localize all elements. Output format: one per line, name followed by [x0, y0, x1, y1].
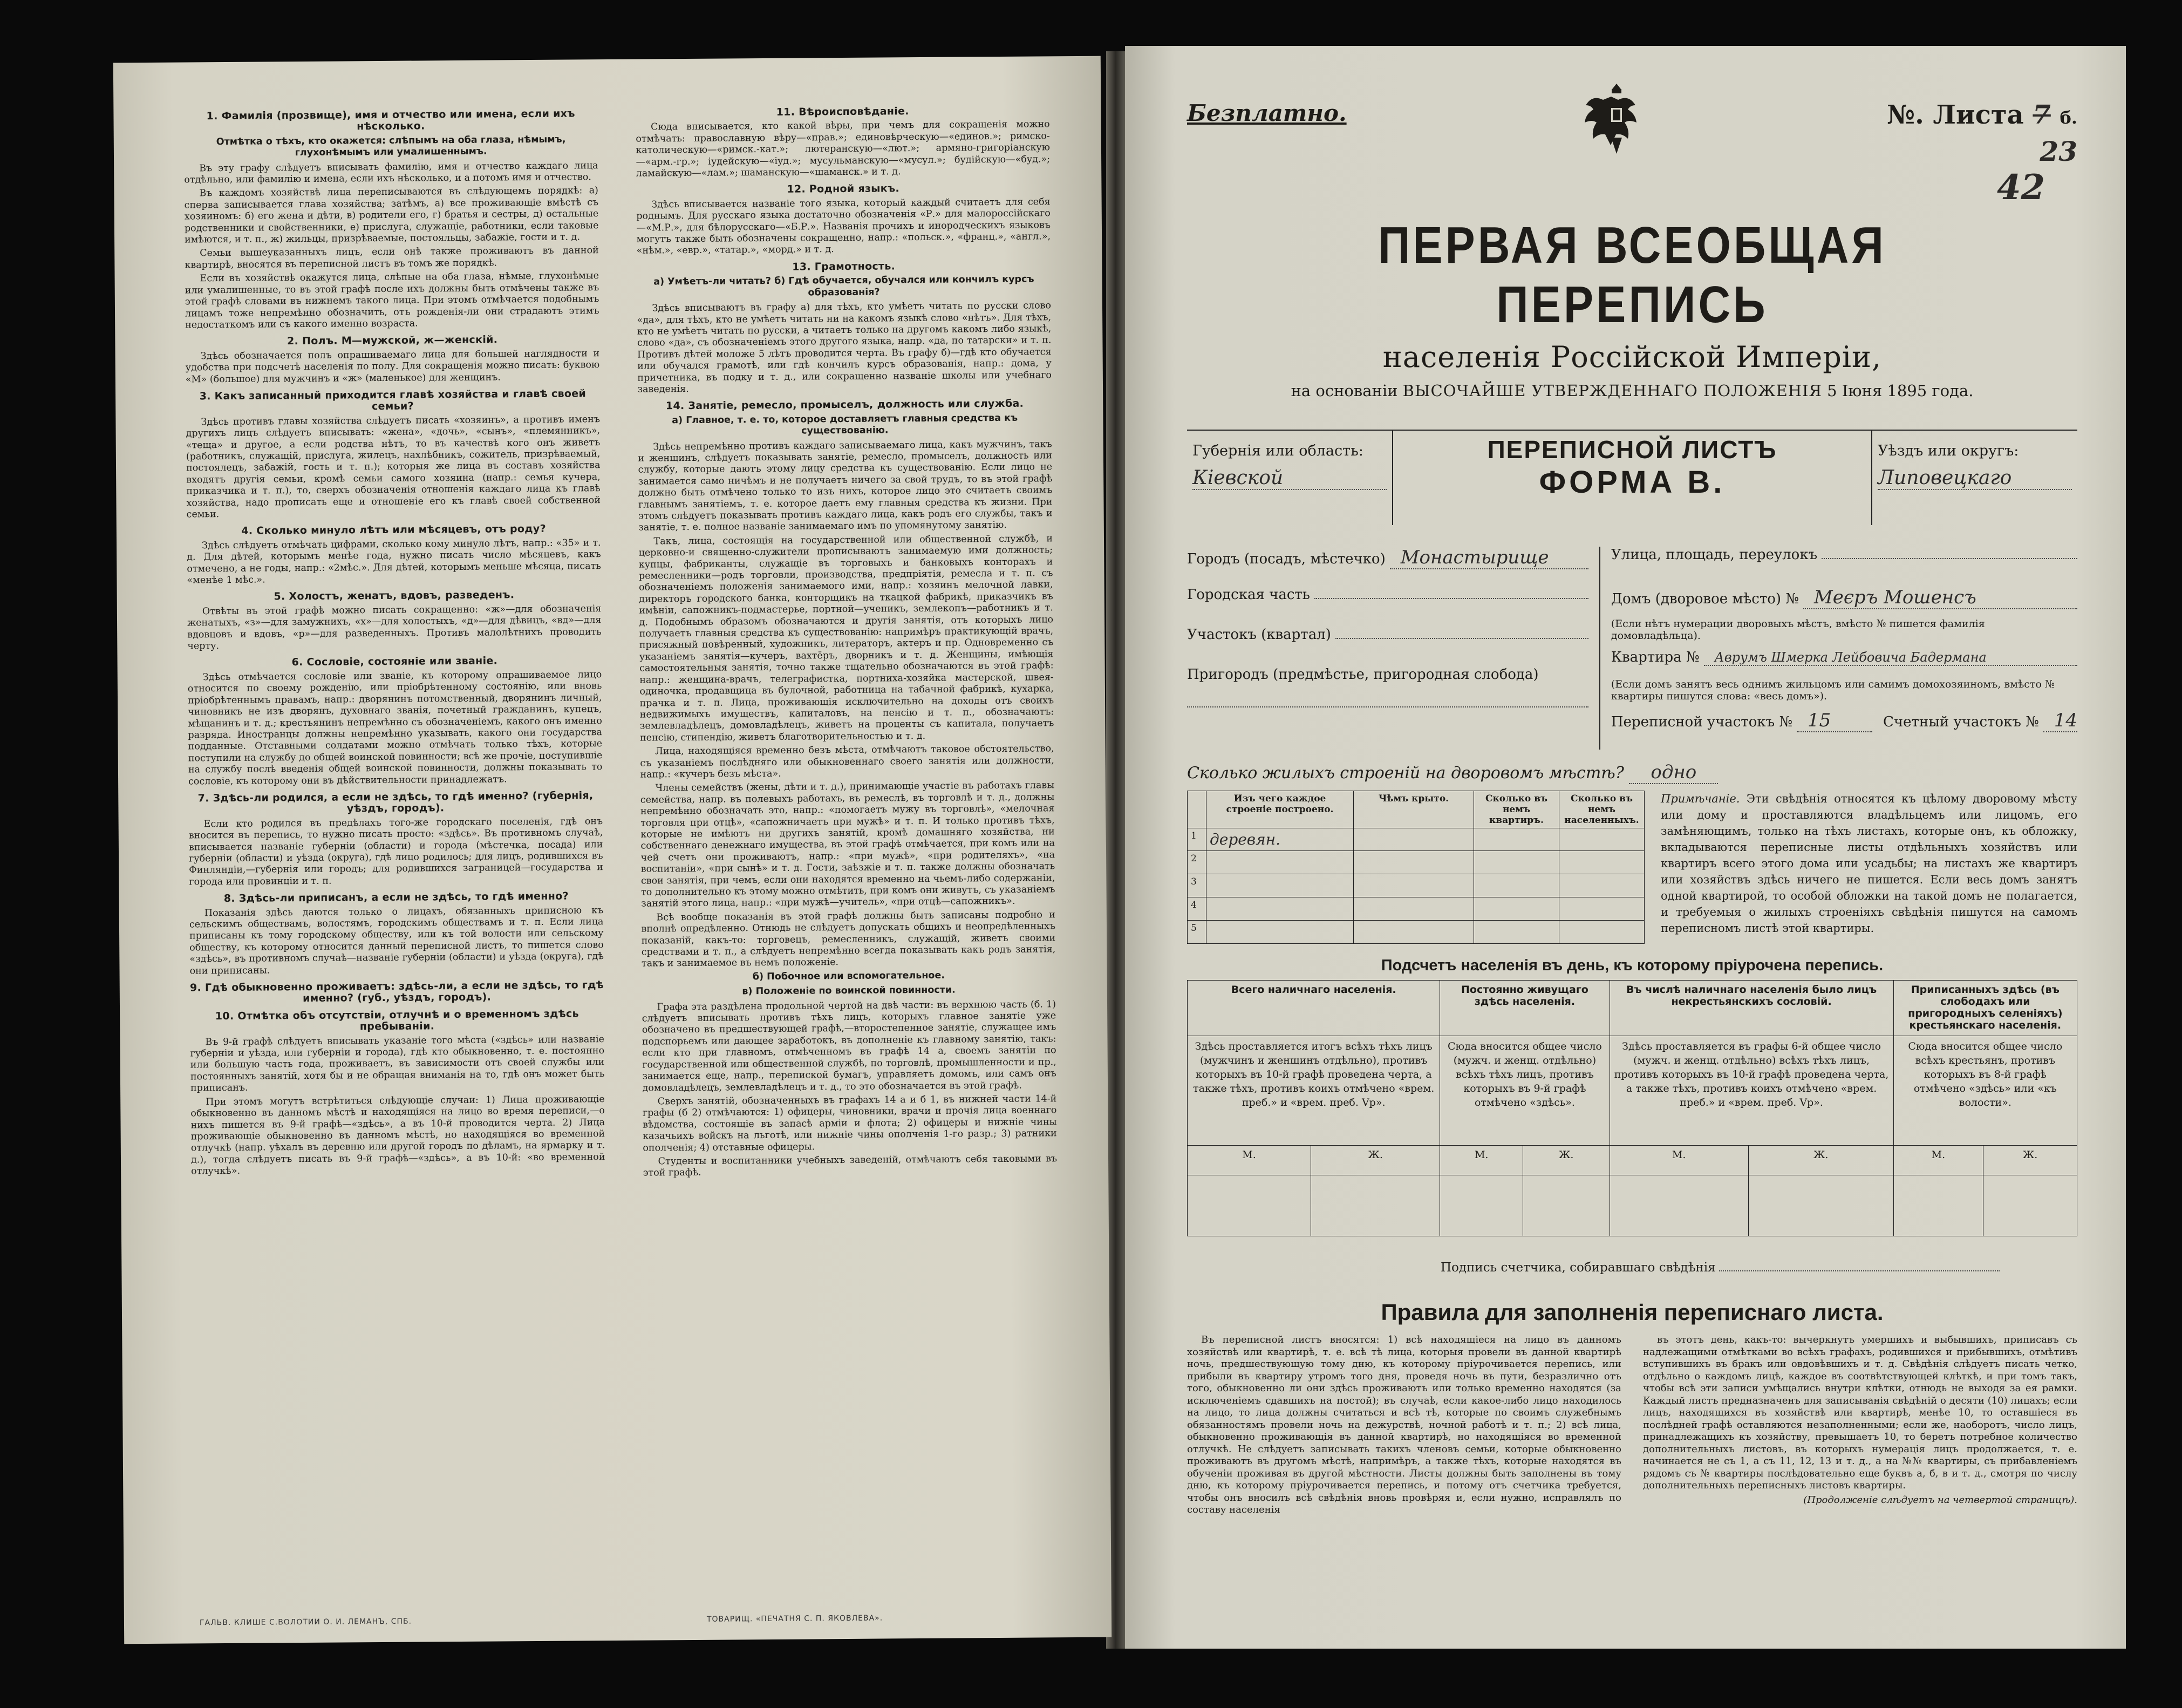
city-label: Городъ (посадъ, мѣстечко) [1187, 551, 1386, 567]
female-label: Ж. [1983, 1146, 2077, 1175]
census-district-label: Переписной участокъ № [1611, 714, 1793, 730]
count-col-total: Всего наличнаго населенія. [1188, 981, 1440, 1036]
instr1-subheading: Отмѣтка о тѣхъ, кто окажется: слѣпымъ на оба глаза, нѣмымъ, глухонѣмымъ или умалишеннымъ. [216, 134, 566, 159]
city-value[interactable]: Монастырище [1390, 547, 1588, 569]
female-label: Ж. [1523, 1146, 1610, 1175]
instr2-subheading: а) Умѣетъ-ли читать? б) Гдѣ обучается, обучался или кончилъ курсъ образованія? [653, 274, 1034, 298]
dwellings-question [1187, 761, 2077, 783]
rules-title: Правила для заполненія переписнаго листа. [1381, 1299, 1884, 1325]
guberniya-field[interactable] [1187, 431, 1392, 525]
decree-caps: ВЫСОЧАЙШЕ УТВЕРЖДЕННАГО ПОЛОЖЕНІЯ [1402, 382, 1822, 400]
uezd-field[interactable] [1872, 431, 2077, 525]
sheet-number-struck: 7 [2033, 100, 2051, 130]
double-headed-eagle-emblem [1581, 78, 1652, 159]
suburb-label: Пригородъ (предмѣстье, пригородная слобода) [1187, 666, 1539, 683]
male-label: М. [1440, 1146, 1523, 1175]
row-number: 1 [1188, 828, 1206, 851]
city-part-label: Городская часть [1187, 587, 1310, 603]
house-note: (Если нѣтъ нумерации дворовыхъ мѣстъ, вмѣсто № пишется фамилія домовладѣльца). [1611, 618, 1985, 642]
rules-text-1: Въ переписной листъ вносятся: 1) всѣ находящіеся на лицо въ данномъ хозяйствѣ или квартирѣ, т. е. всѣ тѣ лица, которыя провели въ данной квартирѣ ночь, предшествующую тому дню, къ которому пріурочивается перепись, или прибыли въ квартиру утромъ того дня, проведя ночь въ пути, безразлично отъ того, обыкновенно ли они здѣсь проживаютъ или только временно находятся (за исключеніемъ сдавшихъ на постой); въ случаѣ, если какое-либо лицо находилось на лицо, то лица должны считаться и всѣ тѣ, которые по своимъ служебнымъ обязанностямъ провели ночь на дежурствѣ, ночной работѣ и т. п.; 2) всѣ лица, обыкновенно проживающія въ данной квартирѣ, но находящіяся во временной отлучкѣ. Не слѣдуетъ записывать такихъ членовъ семьи, которые обыкновенно проживаютъ въ другомъ мѣстѣ, напримѣръ, а также тѣхъ, которые находятся въ обученіи проживая въ другой мѣстности. Листы должны быть заполнены въ тому дню, къ которому пріурочивается перепись, и потому отъ счетчика требуется, чтобы онъ вносилъ всѣ свѣдѣнія вновь провѣряя и, если нужно, исправлялъ по составу населенія [1187, 1334, 1621, 1515]
form-code: ФОРМА В. [1539, 465, 1726, 500]
dwellings-row[interactable] [1188, 921, 1645, 944]
instr2-paragraph: Здѣсь непремѣнно противъ каждаго записываемаго лица, какъ мужчинъ, такъ и женщинъ, слѣдуетъ показывать занятіе, ремесло, промыселъ, должность или службу, которые даютъ этому лицу средства къ существованію. Если лицо не занимается само ничѣмъ и не получаетъ ничего за свой трудъ, то въ этой графѣ должно быть отмѣчено только то изъ нихъ, которое лицо это считаетъ своимъ главнымъ занятіемъ, т. е. которое даетъ ему главныя средства къ жизни. При этомъ слѣдуетъ показывать противъ каждаго лица, какъ родъ его службы, такъ и занятіе, т. е. полное названіе занимаемаго имъ по упомянутому занятію. [638, 438, 1053, 534]
count-cell[interactable] [1748, 1175, 1893, 1236]
instr2-heading: 12. Родной языкъ. [787, 182, 900, 196]
guberniya-value[interactable]: Кіевской [1192, 467, 1387, 490]
instructions-column-2 [636, 99, 1060, 1608]
female-label: Ж. [1748, 1146, 1893, 1175]
instr1-heading: 2. Полъ. М—мужской, ж—женскій. [287, 334, 498, 348]
instr1-paragraph: Здѣсь противъ главы хозяйства слѣдуетъ писать «хозяинъ», а противъ именъ другихъ лицъ слѣдуетъ вписывать: «жена», «дочь», «сынъ», «племянникъ», «теща» и другое, а если родства нѣтъ, то въ качествѣ кого онъ живетъ (работникъ, служащій, прислуга, жилецъ, нахлѣбникъ, сожитель, призрѣваемый, постоялецъ, забажій, гость и т. п.); которыя же лица въ составъ хозяйства входятъ другія семьи, кромѣ семьи самого хозяина (напр.: семья кучера, приказчика и т. п.), то, сверхъ обозначенія отношенія каждаго лица къ главѣ хозяйства, надо прописать еще и отношеніе его къ главѣ своей собственной семьи. [186, 413, 601, 520]
dwellings-material-value[interactable]: деревян. [1206, 828, 1354, 851]
sheet-number-handwritten: 23 [2040, 135, 2077, 167]
apartment-note: (Если домъ занятъ весь однимъ жильцомъ или самимъ домохозяиномъ, вмѣсто № квартиры пишутся слова: «весь домъ»). [1611, 678, 2055, 702]
count-cell[interactable] [1610, 1175, 1748, 1236]
uezd-value[interactable]: Липовецкаго [1878, 467, 2072, 490]
instr1-paragraph: Семьи вышеуказанныхъ лицъ, если онѣ также проживаютъ въ данной квартирѣ, вносятся въ переписной листъ въ томъ же порядкѣ. [185, 245, 599, 271]
population-count-table [1187, 980, 2077, 1236]
instr2-paragraph: Лица, находящіяся временно безъ мѣста, отмѣчаютъ таковое обстоятельство, съ указаніемъ послѣдняго или обыкновеннаго своего занятія или должности, напр.: «кучеръ безъ мѣста». [640, 743, 1054, 780]
form-title-box [1392, 431, 1872, 525]
count-cell[interactable] [1311, 1175, 1440, 1236]
sheet-number-handwritten-2: 42 [1996, 167, 2045, 208]
district-label: Участокъ (квартал) [1187, 627, 1331, 643]
instr1-heading: 9. Гдѣ обыкновенно проживаетъ: здѣсь-ли, а если не здѣсь, то гдѣ именно? (губ., уѣздъ, городъ). [189, 979, 604, 1005]
suburb-field[interactable] [1187, 666, 1588, 706]
decree-line [1187, 382, 2077, 400]
note-text: Эти свѣдѣнія относятся къ цѣлому дворовому мѣсту или дому и проставляются владѣльцемъ или лицомъ, его замѣняющимъ, только на тѣхъ листахъ, которые онъ, къ обложку, вкладываются переписные листы отдѣльныхъ хозяйствъ или квартиръ всего этого дома или усадьбы; на листахъ же квартиръ или хозяйствъ здѣсь ничего не пишется. Если весь домъ занятъ одной квартирой, то особой обложки на такой домъ не полагается, и требуемыя о жилыхъ строеніяхъ свѣдѣнія пишутся на самомъ переписномъ листѣ этой квартиры. [1661, 792, 2077, 935]
count-desc-total: Здѣсь проставляется итогъ всѣхъ тѣхъ лицъ (мужчинъ и женщинъ отдѣльно), противъ которыхъ въ 10-й графѣ проведена черта, а также тѣхъ, противъ коихъ отмѣчено «врем. преб.» и «врем. преб. Vр». [1188, 1036, 1440, 1146]
instr1-heading: 10. Отмѣтка объ отсутствіи, отлучнѣ и о временномъ здѣсь пребываніи. [215, 1008, 579, 1033]
count-desc-non-peasant: Здѣсь проставляется въ графы 6-й общее число (мужч. и женщ. отдѣльно) всѣхъ тѣхъ лицъ, противъ которыхъ въ 10-й графѣ проведена черта, а также тѣхъ, противъ коихъ отмѣчено «врем. преб.» и «врем. преб. Vр». [1610, 1036, 1893, 1146]
district-value[interactable] [1335, 638, 1588, 639]
count-title: Подсчетъ населенія въ день, къ которому пріурочена перепись. [1381, 957, 1884, 974]
dwellings-col-roof: Чѣмъ крыто. [1354, 791, 1474, 828]
instr1-paragraph: Въ 9-й графѣ слѣдуетъ вписывать указаніе того мѣста («здѣсь» или названіе губерніи и уѣзда, или губерніи и города), гдѣ кто обыкновенно, т. е. постоянно или большую часть года, проживаетъ, въ зависимости отъ своей службы или постоянныхъ занятій, хотя бы и не обращая вниманія на то, гдѣ онъ может быть приписанъ. [190, 1033, 605, 1094]
count-col-non-peasant: Въ числѣ наличнаго населенія было лицъ некрестьянскихъ сословій. [1610, 981, 1893, 1036]
count-cell[interactable] [1188, 1175, 1311, 1236]
instr1-heading: 3. Какъ записанный приходится главѣ хозяйства и главѣ своей семьи? [199, 387, 587, 413]
apartment-value[interactable]: Аврумъ Шмерка Лейбовича Бадермана [1704, 650, 2077, 666]
city-field[interactable] [1187, 547, 1588, 587]
dwellings-row[interactable] [1188, 828, 1645, 851]
census-title: ПЕРВАЯ ВСЕОБЩАЯ ПЕРЕПИСЬ [1378, 216, 1887, 334]
row-number: 2 [1188, 851, 1206, 874]
free-label: Безплатно. [1187, 100, 1347, 126]
instr2-paragraph: Здѣсь вписывается названіе того языка, который каждый считаетъ для себя роднымъ. Для русскаго языка достаточно обозначенія «Р.» для малороссійскаго—«М.Р.», для бѣлорусскаго—«Б.Р.». Названія прочихъ и инородческихъ языковъ могутъ также быть обозначены сокращенно, напр.: «польск.», «франц.», «англ.», «нѣм.», «евр.», «татар.», «морд.» и т. д. [636, 196, 1051, 257]
instr2-paragraph: Графа эта раздѣлена продольной чертой на двѣ части: въ верхнюю часть (б. 1) слѣдуетъ вписывать противъ тѣхъ лицъ, которыхъ главное занятіе уже обозначено въ предшествующей графѣ,—второстепенное занятіе, служащее имъ подспорьемъ или дающее заработокъ, въ дополненіе къ главному занятію, такъ: если кто при главномъ, отмѣченномъ въ графѣ 14 а, своемъ занятіи по государственной или общественной службѣ, по торговлѣ, промышленности и пр., занимается еще, напр., перепиской бумагъ, управляетъ домомъ, или самъ онъ домовладѣлецъ, землевладѣлецъ и т. д., то это обозначается въ этой графѣ. [642, 998, 1056, 1094]
instr1-paragraph: Здѣсь обозначается полъ опрашиваемаго лица для большей наглядности и удобства при подсчетѣ населенія по полу. Для сокращенія можно писать: буквою «М» (большое) для мужчинъ и «ж» (маленькое) для женщинъ. [185, 348, 600, 385]
count-cell[interactable] [1983, 1175, 2077, 1236]
form-title: ПЕРЕПИСНОЙ ЛИСТЪ [1487, 435, 1777, 464]
rules-text-2: въ этотъ день, какъ-то: вычеркнутъ умершихъ и выбывшихъ, приписавъ съ надлежащими отмѣтками во всѣхъ графахъ, родившихся и прибывшихъ, отмѣтивъ вступившихъ въ бракъ или овдовѣвшихъ и т. д. Свѣдѣнія слѣдуетъ писать четко, отдѣльно о каждомъ лицѣ, каждое въ соотвѣтствующей клѣткѣ, и при томъ такъ, чтобы всѣ эти записи умѣщались внутри клѣтки, отнюдь не выходя за ея рамки. Каждый листъ предназначенъ для записыванія свѣдѣній о десяти (10) лицахъ; если лицъ, находящихся въ хозяйствѣ или квартирѣ, менѣе 10, то оставшіеся въ послѣдней графѣ оставляются незаполненными; если же, наоборотъ, число лицъ, принадлежащихъ къ хозяйству, превышаетъ 10, то беретъ потребное количество дополнительныхъ листовъ, въ которыхъ нумерація лицъ продолжается, т. е. начинается не съ 1, а съ 11, 12, 13 и т. д., а на №№ квартиры, съ прибавленіемъ рядомъ съ № квартиры послѣдовательно еще буквъ а, б, в и т. д., смотря по числу дополнительныхъ переписныхъ листовъ квартиры. [1643, 1334, 2077, 1491]
instr2-paragraph: Члены семействъ (жены, дѣти и т. д.), принимающіе участіе въ работахъ главы семейства, напр. въ полевыхъ работахъ, въ ремеслѣ, въ торговлѣ и т. д., должны непремѣнно обозначать это, напр.: «помогаетъ мужу въ торговлѣ», «мелочная торговля при отцѣ», «сапожничаетъ при мужѣ» и т. п. И только противъ тѣхъ, которые не имѣютъ ни другихъ занятій, кромѣ домашняго хозяйства, ни собственнаго денежнаго имущества, въ этой графѣ отмѣчается, при комъ или на чей счетъ они проживаютъ, напр.: «при мужѣ», «при родителяхъ», «на воспитаніи», «при сынѣ» и т. д. Гости, заѣзжіе и т. п. также должны обозначать свои занятія, при чемъ, если они находятся временно на чьемъ-либо содержаніи, то дополнительно къ этому можно отмѣтить, при комъ они живутъ, съ указаніемъ занятій этого лица, напр.: «при мужѣ—учитель», «при отцѣ—сапожникъ». [640, 780, 1055, 910]
row-number: 5 [1188, 921, 1206, 944]
instr2-heading: 11. Вѣроисповѣданіе. [776, 105, 909, 118]
count-desc-peasant: Сюда вносится общее число всѣхъ крестьянъ, противъ которыхъ въ 8-й графѣ отмѣчено «здѣсь» или «къ волости». [1893, 1036, 2077, 1146]
dwellings-row[interactable] [1188, 851, 1645, 874]
instr2-paragraph: Всѣ вообще показанія въ этой графѣ должны быть записаны подробно и вполнѣ опредѣленно. Отнюдь не слѣдуетъ допускать общихъ и неопредѣленныхъ показаній, какъ-то: торговецъ, ремесленникъ, служащій, живетъ своими средствами и т. п., а слѣдуетъ непремѣнно всегда показывать какъ родъ занятія, такъ и занимаемое въ немъ положеніе. [641, 909, 1056, 970]
instr1-heading: 8. Здѣсь-ли приписанъ, а если не здѣсь, то гдѣ именно? [223, 890, 569, 905]
instr2-paragraph: Сюда вписывается, кто какой вѣры, при чемъ для сокращенія можно отмѣчать: православную вѣру—«прав.»; единовѣрческую—«единов.»; римско-католическую—«римск.-кат.»; лютеранскую—«лют.»; армяно-григоріанскую—«арм.-гр.»; іудейскую—«іуд.»; мусульманскую—«мусул.»; будійскую—«буд.»; ламайскую—«лам.»; шаманскую—«шаманск.» и т. д. [636, 119, 1051, 179]
count-cell[interactable] [1893, 1175, 1983, 1236]
instr2-heading: 14. Занятіе, ремесло, промыселъ, должность или служба. [665, 398, 1024, 412]
instr1-paragraph: Показанія здѣсь даются только о лицахъ, обязанныхъ приписною къ сельскимъ обществамъ, волостямъ, городскимъ обществамъ и т. п. Если лица приписаны къ тому городскому обществу, или къ той волости или сельскому обществу, къ которому относится данный переписной листъ, то пишется слово «здѣсь», въ противномъ случаѣ—названіе губерніи (области) и уѣзда (округа), гдѣ они приписаны. [189, 904, 604, 977]
count-col-permanent: Постоянно живущаго здѣсь населенія. [1440, 981, 1610, 1036]
count-district-value[interactable]: 14 [2043, 710, 2077, 732]
instr2-heading: 13. Грамотность. [792, 260, 896, 273]
signature-label: Подпись счетчика, собиравшаго свѣдѣнія [1441, 1261, 1716, 1275]
count-cell[interactable] [1523, 1175, 1610, 1236]
male-label: М. [1893, 1146, 1983, 1175]
counter-signature[interactable] [1441, 1261, 2077, 1275]
signature-line[interactable] [1719, 1270, 2000, 1271]
printer-imprint-right: ТОВАРИЩ. «ПЕЧАТНЯ С. П. ЯКОВЛЕВА». [706, 1614, 883, 1624]
apartment-field[interactable] [1611, 649, 2077, 676]
male-label: М. [1188, 1146, 1311, 1175]
instructions-page [113, 56, 1112, 1644]
instr1-paragraph: Здѣсь отмѣчается сословіе или званіе, къ которому опрашиваемое лицо относится по своему рожденію, или пріобрѣтенному состоянію, или вновь пріобрѣтеннымъ правамъ, напр.: дворянинъ потомственный, дворянинъ личный, чиновникъ не изъ дворянъ, духовнаго званія, почетный гражданинъ, купецъ, мѣщанинъ и т. д.; крестьянинъ непремѣнно съ обозначеніемъ, какого онъ именно разряда. Иностранцы должны непремѣнно указывать, какого они государства подданные. Отставными солдатами можно отмѣчать только тѣхъ, которые поступили на службу до общей воинской повинности; всѣ же прочіе, поступившіе на службу послѣ введенія общей воинской повинности, должны показывать то сословіе, къ которому они въ дѣйствительности принадлежатъ. [187, 669, 603, 787]
instr2-subheading: а) Главное, т. е. то, которое доставляетъ главныя средства къ существованію. [672, 412, 1018, 437]
uezd-label: Уѣздъ или округъ: [1878, 443, 2019, 459]
dwellings-row[interactable] [1188, 897, 1645, 921]
instr1-heading: 7. Здѣсь-ли родился, а если не здѣсь, то гдѣ именно? (губернія, уѣздъ, городъ). [197, 790, 594, 815]
rules-continuation: (Продолженіе слѣдуетъ на четвертой страницѣ). [1803, 1494, 2077, 1506]
sheet-number: №. Листа 7 б. 23 42 [1886, 100, 2077, 208]
district-field[interactable] [1187, 627, 1588, 666]
decree-date: 5 Іюня 1895 года. [1827, 382, 1974, 400]
dwellings-area [1187, 791, 2077, 944]
dwellings-col-inhabited: Сколько въ немъ населенныхъ. [1559, 791, 1645, 828]
dwellings-note [1661, 791, 2077, 944]
note-label: Примѣчаніе. [1661, 792, 1740, 805]
census-district-value[interactable]: 15 [1797, 710, 1872, 732]
page-header [1187, 100, 2077, 208]
female-label: Ж. [1311, 1146, 1440, 1175]
guberniya-label: Губернія или область: [1192, 443, 1363, 459]
male-label: М. [1610, 1146, 1748, 1175]
form-header-box [1187, 430, 2077, 525]
instr1-paragraph: Если въ хозяйствѣ окажутся лица, слѣпые на оба глаза, нѣмые, глухонѣмые или умалишенные, то въ этой графѣ после ихъ должны быть отмѣчены также въ этой графѣ словами въ нижнемъ такого лица. При этомъ отмѣчается подобнымъ лицамъ тоже непремѣнно обозначить, отъ рожденія-ли они страдаютъ этимъ недостаткомъ или съ какого именно возраста. [185, 270, 599, 331]
rules-columns [1187, 1334, 2077, 1519]
instr2-paragraph: Студенты и воспитанники учебныхъ заведеній, отмѣчаютъ себя таковыми въ этой графѣ. [643, 1153, 1058, 1179]
census-district-field[interactable] [1611, 710, 2077, 750]
instr1-paragraph: Въ каждомъ хозяйствѣ лица переписываются въ слѣдующемъ порядкѣ: а) сперва записывается глава хозяйства; затѣмъ, а) все проживающіе вмѣстѣ съ хозяиномъ: б) его жена и дѣти, в) родители его, г) братья и сестры, д) остальные родственники и свойственники, е) прислуга, служащіе, работники, если таковые имѣются, и т. п., ж) жильцы, призрѣваемые, постояльцы, забажіе, гости и т. д. [184, 185, 599, 246]
street-value[interactable] [1822, 558, 2077, 559]
dwellings-col-apartments: Сколько въ немъ квартиръ. [1474, 791, 1559, 828]
dwellings-col-material: Изъ чего каждое строеніе построено. [1206, 791, 1354, 828]
census-form-page [1125, 46, 2126, 1649]
dwellings-table-header [1188, 791, 1645, 828]
street-field[interactable] [1611, 547, 2077, 587]
city-part-field[interactable] [1187, 587, 1588, 627]
count-cell[interactable] [1440, 1175, 1523, 1236]
dwellings-question-text: Сколько жилыхъ строеній на дворовомъ мѣстѣ? [1187, 764, 1624, 782]
row-number: 3 [1188, 874, 1206, 897]
instructions-column-1 [183, 103, 608, 1611]
suburb-line[interactable] [1187, 706, 1588, 746]
instr1-heading: 6. Сословіе, состояніе или званіе. [291, 655, 498, 669]
instr1-paragraph: При этомъ могутъ встрѣтиться слѣдующіе случаи: 1) Лица проживающіе обыкновенно въ данномъ мѣстѣ и находящіяся на лицо во время переписи,—о нихъ пишется въ 9-й графѣ—«здѣсь», а въ 10-й проводится черта. 2) Лица проживающіе обыкновенно въ данномъ мѣстѣ, но находящіяся во временной отлучкѣ (напр. уѣхалъ въ деревню или другой городъ по дѣламъ, на ярмарку и т. д.), тогда слѣдуетъ писать въ 9-й графѣ—«здѣсь», а въ 10-й: «во временной отлучкѣ». [190, 1093, 605, 1177]
instr1-paragraph: Если кто родился въ предѣлахъ того-же городскаго поселенія, гдѣ онъ вносится въ перепись, то нужно писать просто: «здѣсь». Въ противномъ случаѣ, вписывается названіе губерніи (области) и города (мѣстечка, посада) или губерніи (области) и уѣзда (округа), гдѣ лицо родилось; для лицъ, родившихся въ Финляндіи,—губернія или городъ; для родившихся заграницей—государства и города или провинціи и т. п. [188, 815, 603, 888]
census-subtitle: населенія Россійской Имперіи, [1382, 340, 1882, 374]
instr2-paragraph: Здѣсь вписываютъ въ графу а) для тѣхъ, кто умѣетъ читать по русски слово «да», для тѣхъ, кто не умѣетъ читать ни на какомъ языкѣ слово «нѣтъ». Для тѣхъ, кто не умѣетъ читать по русски, а читаетъ только на другомъ какомъ либо языкѣ, слово «да», съ обозначеніемъ этого другого языка, напр. «да, по татарски» и т. п. Противъ дѣтей моложе 5 лѣтъ проводится черта. Въ графу б)—гдѣ кто обучается или обучался грамотѣ, или гдѣ кончилъ курсъ образованія, напр.: дома, у причетника, въ подку и т. д., или сокращенно названіе школы или учебнаго заведенія. [637, 300, 1052, 395]
city-part-value[interactable] [1314, 598, 1588, 599]
instr1-heading: 5. Холостъ, женатъ, вдовъ, разведенъ. [274, 589, 515, 603]
apartment-label: Квартира № [1611, 649, 1700, 665]
instr1-heading: 1. Фамилія (прозвище), имя и отчество или имена, если ихъ нѣсколько. [206, 107, 575, 133]
dwellings-row[interactable] [1188, 874, 1645, 897]
instr1-paragraph: Здѣсь слѣдуетъ отмѣчать цифрами, сколько кому минуло лѣтъ, напр.: «35» и т. д. Для дѣтей, которымъ менѣе года, нужно писать число мѣсяцевъ, какъ отмечено, а не годы, напр.: «2мѣс.». Для дѣтей, которымъ меньше мѣсяца, писать «менѣе 1 мѣс.». [187, 537, 601, 586]
row-number: 4 [1188, 897, 1206, 921]
sheet-number-label: №. Листа [1886, 100, 2024, 130]
instr2-paragraph: Сверхъ занятій, обозначенныхъ въ графахъ 14 а и б 1, въ нижней части 14-й графы (б 2) отмѣчаются: 1) офицеры, чиновники, врачи и прочія лица военнаго вѣдомства, состоящіе въ запасѣ арміи и флота; 2) офицеры и нижніе чины казачьихъ войскъ на льготѣ, или нижніе чины ополченія 1-го разр.; 3) ратники ополченія; 4) отставные офицеры. [642, 1093, 1057, 1154]
instr1-heading: 4. Сколько минуло лѣтъ или мѣсяцевъ, отъ роду? [241, 523, 546, 537]
instr2-subheading: б) Побочное или вспомогательное. [752, 970, 945, 983]
count-desc-permanent: Сюда вносится общее число (мужч. и женщ. отдѣльно) всѣхъ тѣхъ лицъ, противъ которыхъ въ 9-й графѣ отмѣчено «здѣсь». [1440, 1036, 1610, 1146]
house-value[interactable]: Меєръ Мошенсъ [1803, 587, 2077, 609]
decree-pre: на основаніи [1291, 382, 1398, 400]
dwellings-answer[interactable]: одно [1629, 761, 1718, 784]
instr1-paragraph: Въ эту графу слѣдуетъ вписывать фамилію, имя и отчество каждаго лица отдѣльно, или фамилію и имена, если ихъ нѣсколько, и а потомъ имя и отчество. [184, 160, 598, 186]
instr1-paragraph: Отвѣты въ этой графѣ можно писать сокращенно: «ж»—для обозначенія женатыхъ, «з»—для замужнихъ, «х»—для холостыхъ, «д»—для дѣвицъ, «вд»—для вдовцовъ и вдовъ, «р»—для разведенныхъ. Противъ малолѣтнихъ проводить черту. [187, 603, 602, 652]
address-fields [1187, 547, 2077, 750]
house-label: Домъ (дворовое мѣсто) № [1611, 591, 1799, 607]
count-values-row[interactable] [1188, 1175, 2077, 1236]
instr2-subheading: в) Положеніе по воинской повинности. [742, 984, 956, 997]
instr2-paragraph: Такъ, лица, состоящія на государственной или общественной службѣ, и церковно-и священно-служители прописываютъ занимаемую ими должность; купцы, фабриканты, служащіе въ торговыхъ и банковыхъ конторахъ и ремесленники—родъ торговли, производства, предпріятія, ремесла и т. п. съ обозначеніемъ положенія занимаемого ими, напр.: хозяинъ мелочной лавки, директоръ городского банка, конторщикъ на ткацкой фабрикѣ, приказчикъ въ имѣніи, сапожникъ-подмастерье, портной—ученикъ, землекопъ—работникъ и т. д. Подобнымъ образомъ обозначаются и другія занятія, отъ которыхъ лицо получаетъ главныя средства къ существованію: напримѣръ практикующій врачъ, присяжный повѣренный, художникъ, литераторъ, актеръ и пр. Одновременно съ указаніемъ занятія—кучеръ, вахтёръ, дворникъ и т. д. Женщины, имѣющія самостоятельныя занятія, точно также тщательно обозначаются въ этой графѣ: напр.: женщина-врачъ, телеграфистка, портниха-хозяйка мастерской, швея-одиночка, продавщица въ булочной, работница на табачной фабрикѣ, кухарка, прачка и т. п. Лица, проживающія исключительно на доходы отъ своихъ недвижимыхъ имуществъ, капиталовъ, на пенсію и т. п., обозначаютъ: землевладѣлецъ, домовладѣлецъ, живетъ на проценты съ капитала, получаетъ пенсію, стипендію, живетъ благотворительностью и т. д. [638, 533, 1054, 744]
count-district-label: Счетный участокъ № [1883, 714, 2039, 730]
printer-imprint-left: ГАЛЬВ. КЛИШЕ С.ВОЛОТИИ О. И. ЛЕМАНЪ, СПБ. [199, 1617, 412, 1628]
suburb-value[interactable] [1187, 706, 1588, 707]
street-label: Улица, площадь, переулокъ [1611, 547, 1818, 563]
count-col-peasant: Приписанныхъ здѣсь (въ слободахъ или пригородныхъ селеніяхъ) крестьянскаго населенія. [1893, 981, 2077, 1036]
dwellings-table [1187, 791, 1645, 944]
count-mf-header [1188, 1146, 2077, 1175]
